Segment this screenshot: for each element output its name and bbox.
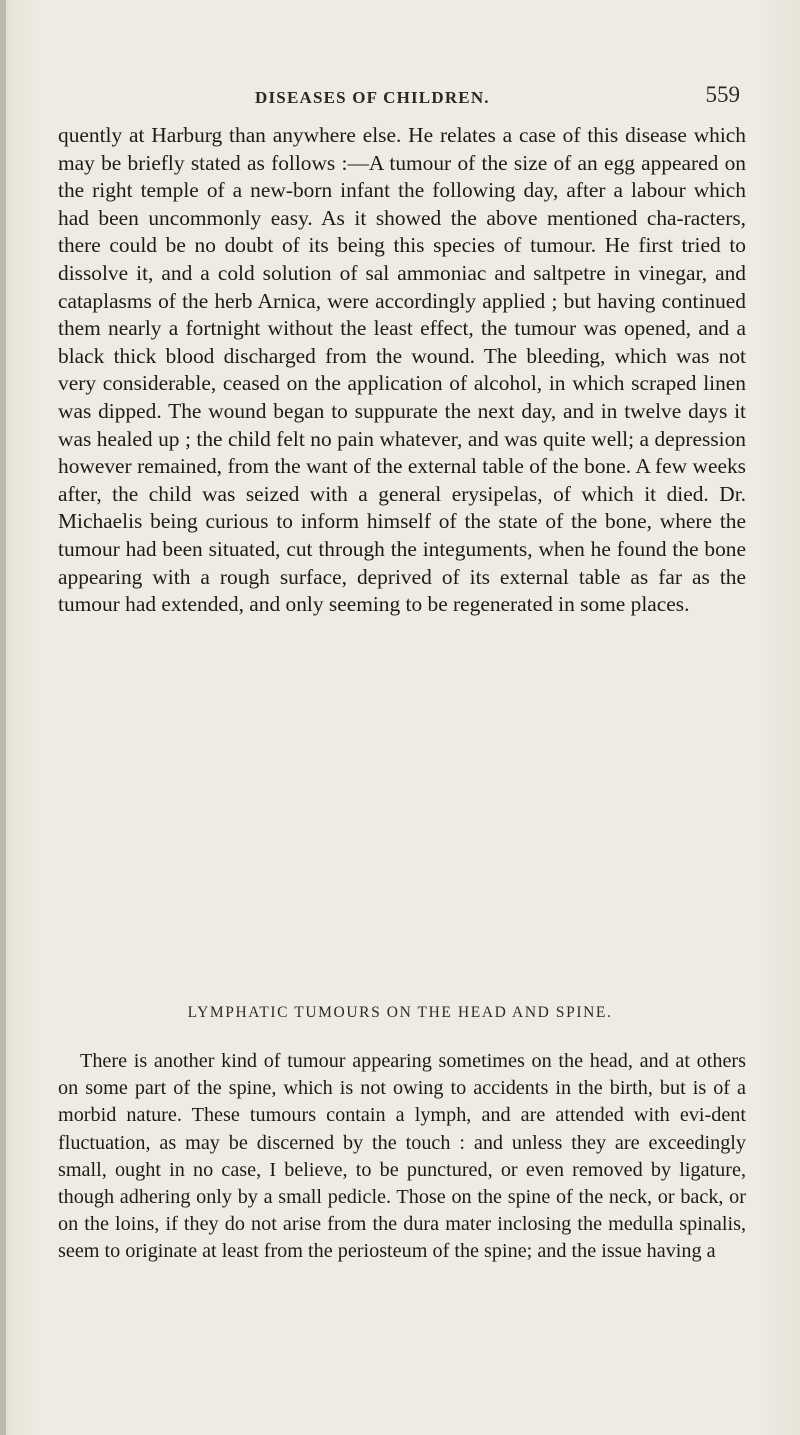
body-paragraph-lymphatic-tumours: There is another kind of tumour appearing sometimes on the head, and at others on some part of the spine, which is not owing to accidents in the birth, but is of a morbid nature. These tumours contain a lymph, and are attended with evi-dent fluctuation, as may be discerned by the touch : and unless they are exceedingly small, ought in no case, I believe, to be punctured, or even removed by ligature, though adhering only by a small pedicle. Those on the spine of the neck, or back, or on the loins, if they do not arise from the dura mater inclosing the medulla spinalis, seem to originate at least from the periosteum of the spine; and the issue having a — [58, 1050, 746, 1263]
section-heading: LYMPHATIC TUMOURS ON THE HEAD AND SPINE. — [187, 1004, 613, 1021]
running-head: DISEASES OF CHILDREN. — [255, 88, 490, 107]
body-paragraph-case-report: quently at Harburg than anywhere else. He relates a case of this disease which may be briefly stated as follows :—A tumour of the size of an egg appeared on the right temple of a new-born infant the following day, after a labour which had been uncommonly easy. As it showed the above mentioned cha-racters, there could be no doubt of its being this species of tumour. He first tried to dissolve it, and a cold solution of sal ammoniac and saltpetre in vinegar, and cataplasms of the herb Arnica, were accordingly applied ; but having continued them nearly a fortnight without the least effect, the tumour was opened, and a black thick blood discharged from the wound. The bleeding, which was not very considerable, ceased on the application of alcohol, in which scraped linen was dipped. The wound began to suppurate the next day, and in twelve days it was healed up ; the child felt no pain whatever, and was quite well; a depression however remained, from the want of the external table of the bone. A few weeks after, the child was seized with a general erysipelas, of which it died. Dr. Michaelis being curious to inform himself of the state of the bone, where the tumour had been situated, cut through the integuments, when he found the bone appearing with a rough surface, deprived of its external table as far as the tumour had extended, and only seeming to be regenerated in some places. — [58, 123, 746, 617]
page-gutter-shadow — [0, 0, 6, 1435]
page-number: 559 — [705, 82, 740, 107]
